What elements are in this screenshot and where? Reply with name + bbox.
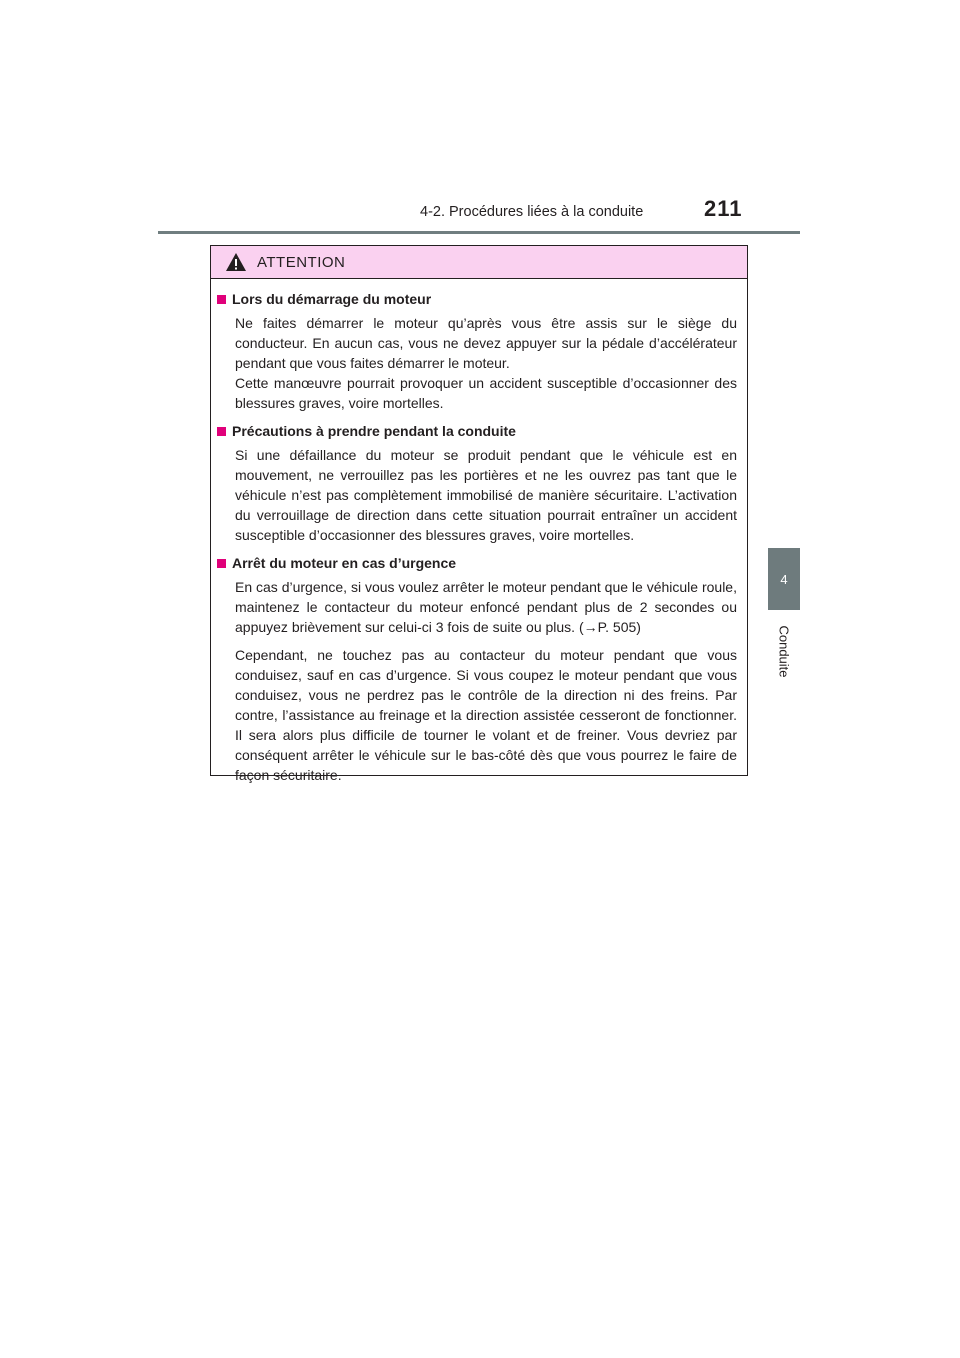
attention-body [211,279,747,785]
square-bullet-icon [217,427,226,436]
paragraph: Ne faites démarrer le moteur qu’après vous être assis sur le siège du conducteur. En aucun cas, vous ne devez appuyer sur la pédale d’accélérateur pendant que vous faites démarrer le moteur. [235,315,737,371]
paragraph: Cette manœuvre pourrait provoquer un accident susceptible d’occasionner des blessures graves, voire mortelles. [235,375,737,411]
section-emergency-stop [217,553,737,785]
section-title-text: Arrêt du moteur en cas d’urgence [232,555,457,571]
chapter-tab[interactable] [768,548,800,610]
section-title [217,553,737,573]
section-title [217,421,737,441]
chapter-number: 4 [780,571,788,587]
chapter-label [768,616,800,686]
header-rule [158,231,800,234]
section-driving-precautions [217,421,737,545]
paragraph: Si une défaillance du moteur se produit pendant que le véhicule est en mouvement, ne verrouillez pas les portières et ne les ouvrez pas tant que le véhicule n’est pas complètement immobilisé de manière sécuritaire. L’activation du verrouillage de direction dans cette situation pourrait entraîner un accident susceptible d’occasionner des blessures graves, voire mortelles. [235,447,737,543]
attention-box [210,245,748,783]
section-title [217,289,737,309]
section-title-text: Lors du démarrage du moteur [232,291,432,307]
section-title-text: Précautions à prendre pendant la conduite [232,423,516,439]
page-number: 211 [704,196,743,221]
attention-title: ATTENTION [257,253,346,271]
chapter-label-text: Conduite [776,624,792,678]
square-bullet-icon [217,559,226,568]
paragraph: En cas d’urgence, si vous voulez arrêter le moteur pendant que le véhicule roule, maintenez le contacteur du moteur enfoncé pendant plus de 2 secondes ou appuyez brièvement sur celui-ci 3 fois de suite ou plus. (→P. 505) [235,579,737,635]
warning-triangle-icon [225,252,247,272]
attention-header [211,246,747,279]
section-engine-start [217,289,737,413]
paragraph: Cependant, ne touchez pas au contacteur du moteur pendant que vous conduisez, sauf en cas d’urgence. Si vous coupez le moteur pendant que vous conduisez, vous ne perdrez pas le contrôle de la direction ni des freins. Par contre, l’assistance au freinage et la direction assistée cesseront de fonctionner. Il sera alors plus difficile de tourner le volant et de freiner. Vous devriez par conséquent arrêter le véhicule sur le bas-côté dès que vous pourrez le faire de façon sécuritaire. [235,647,737,783]
section-heading: 4-2. Procédures liées à la conduite [420,204,644,220]
square-bullet-icon [217,295,226,304]
